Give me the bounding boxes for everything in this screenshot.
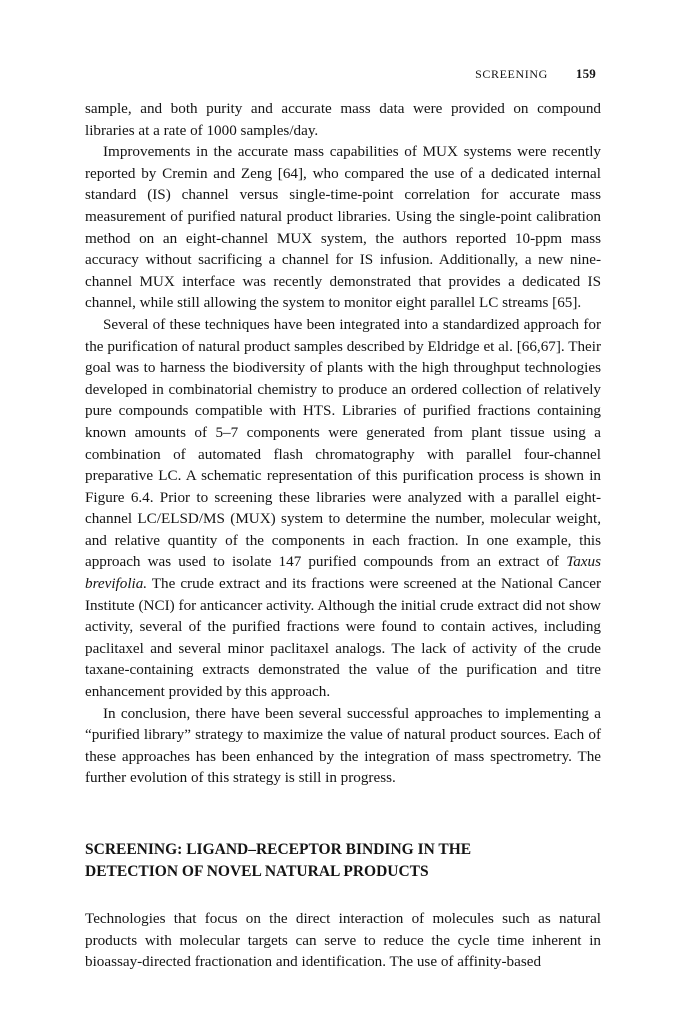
section-heading-line-1: SCREENING: LIGAND–RECEPTOR BINDING IN THE <box>85 841 472 858</box>
paragraph-mux-improvements: Improvements in the accurate mass capabilities of MUX systems were recently reported by Cremin and Zeng [64], who compared the use of a dedicated internal standard (IS) channel versus single-time-point correlation for accurate mass measurement of purified natural product libraries. Using the single-point calibration method on an eight-channel MUX system, the authors reported 10-ppm mass accuracy without sacrificing a channel for IS infusion. Additionally, a new nine-channel MUX interface was recently demonstrated that provides a dedicated IS channel, while still allowing the system to monitor eight parallel LC streams [65]. <box>85 143 601 312</box>
paragraph-conclusion: In conclusion, there have been several successful approaches to implementing a “purified library” strategy to maximize the value of natural product sources. Each of these approaches has been enhanced by the integration of mass spectrometry. The further evolution of this strategy is still in progress. <box>85 704 601 787</box>
running-head-title: SCREENING <box>475 67 548 81</box>
section-heading-line-2: DETECTION OF NOVEL NATURAL PRODUCTS <box>85 862 429 880</box>
paragraph-text-after: The crude extract and its fractions were screened at the National Cancer Institute (NCI) for anticancer activity. Although the initial crude extract did not show activity, several of the purified fractions were found to contain actives, including paclitaxel and several minor paclitaxel analogs. The lack of activity of the crude taxane-containing extracts demonstrated the value of the purification and titre enhancement provided by this approach. <box>85 575 601 701</box>
page-number: 159 <box>575 66 596 81</box>
page-body <box>85 98 601 973</box>
paragraph-continued: sample, and both purity and accurate mass data were provided on compound libraries at a rate of 1000 samples/day. <box>85 100 601 139</box>
paragraph-purification-approach <box>85 314 601 703</box>
section-heading <box>85 839 601 882</box>
paragraph-section-intro: Technologies that focus on the direct interaction of molecules such as natural products with molecular targets can serve to reduce the cycle time inherent in bioassay-directed fractionation and identification. The use of affinity-based <box>85 910 601 971</box>
species-name: Taxus brevifolia. <box>85 553 601 593</box>
paragraph-text-before: Several of these techniques have been integrated into a standardized approach for the purification of natural product samples described by Eldridge et al. [66,67]. Their goal was to harness the biodiversity of plants with the high throughput technologies developed in combinatorial chemistry to produce an ordered collection of relatively pure compounds compatible with HTS. Libraries of purified fractions containing known amounts of 5–7 components were generated from plant tissue using a combination of automated flash chromatography with parallel four-channel preparative LC. A schematic representation of this purification process is shown in Figure 6.4. Prior to screening these libraries were analyzed with a parallel eight-channel LC/ELSD/MS (MUX) system to determine the number, molecular weight, and relative quantity of the components in each fraction. In one example, this approach was used to isolate 147 purified compounds from an extract of <box>85 315 601 571</box>
running-head <box>475 66 596 82</box>
